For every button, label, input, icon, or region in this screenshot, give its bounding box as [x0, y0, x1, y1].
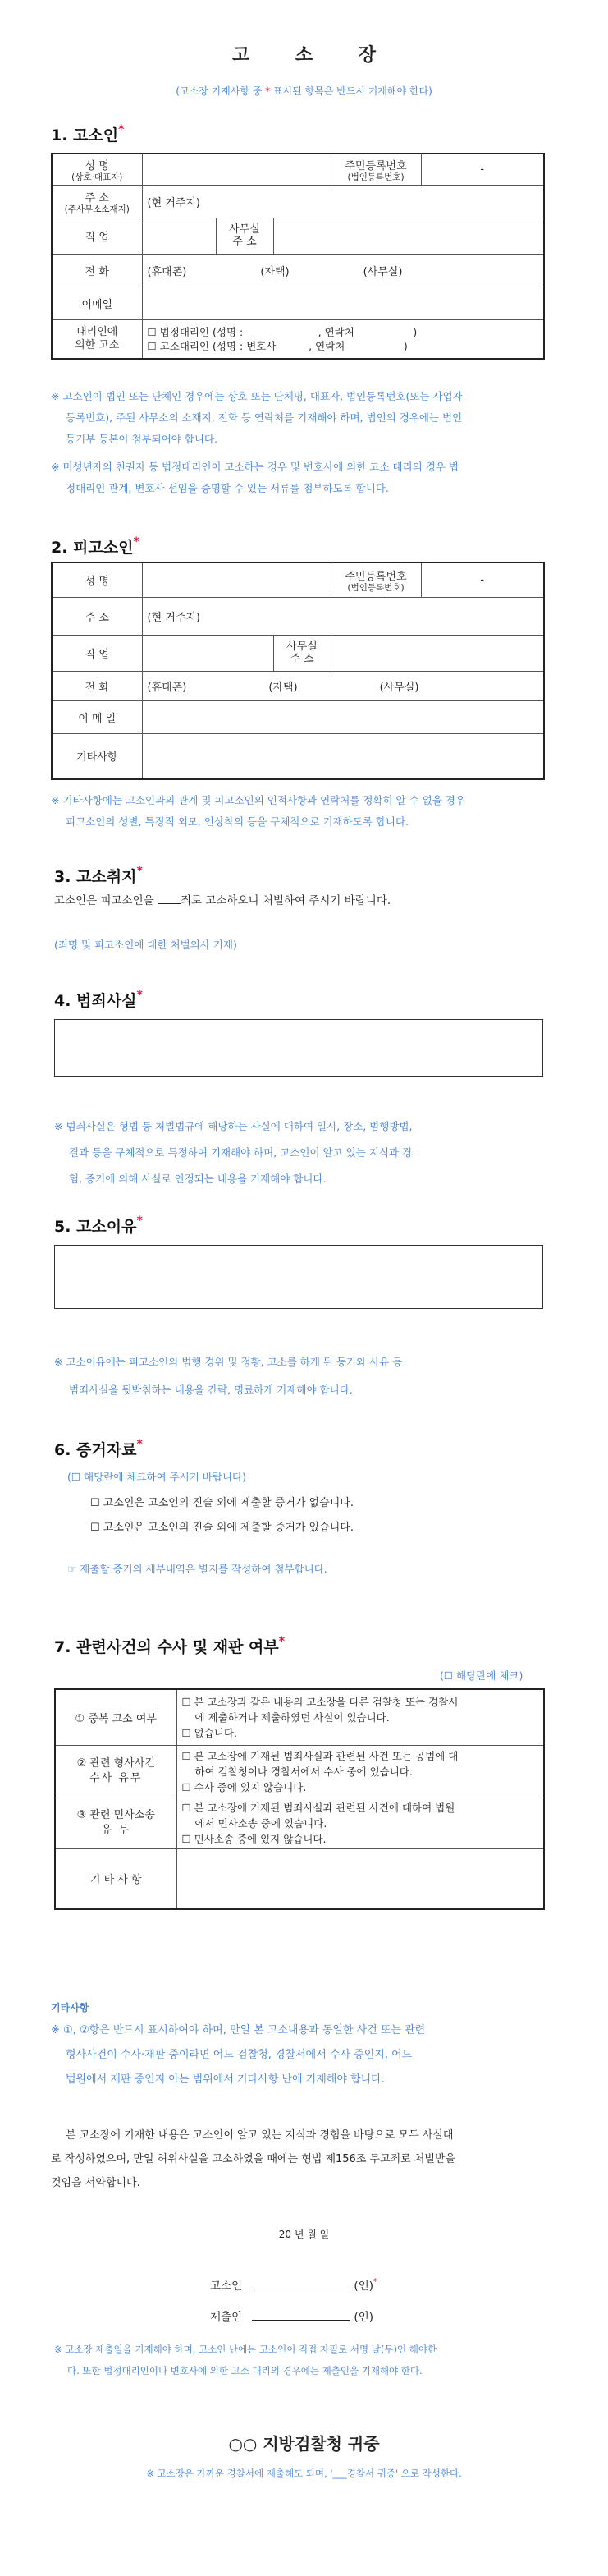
section-complainant-heading: 1. 고소인*: [51, 123, 125, 145]
no-evidence-checkbox[interactable]: ☐ 고소인은 고소인의 진술 외에 제출할 증거가 없습니다.: [90, 1497, 354, 1509]
purpose-text: 고소인은 피고소인을 죄로 고소하오니 처벌하여 주시기 바랍니다.: [54, 894, 391, 907]
accused-office-label: 사무실 주 소: [273, 635, 331, 671]
crime-name-blank[interactable]: [158, 903, 181, 904]
complainant-note-1: ※ 고소인이 법인 또는 단체인 경우에는 상호 또는 단체명, 대표자, 법인등록번호(또는 사업자 등록번호), 주된 사무소의 소재지, 전화 등 연락처를 기재해야 하며, 법인의 경우에는 법인 등기부 등본이 첨부되어야 합니다.: [51, 390, 463, 445]
attorney-agent-checkbox[interactable]: ☐ 고소대리인 (성명 : 변호사 , 연락처 ): [147, 339, 408, 352]
civil-yes-text: 에서 민사소송 중에 있습니다.: [194, 1816, 327, 1830]
duplicate-no-checkbox[interactable]: ☐ 없습니다.: [181, 1726, 237, 1739]
accused-office-field[interactable]: [331, 635, 544, 671]
footer-note: ※ 고소장은 가까운 경찰서에 제출해도 되며, '___경찰서 귀중' 으로 작성한다.: [146, 2468, 462, 2479]
accused-email-label: 이 메 일: [52, 700, 142, 733]
section-related-heading: 7. 관련사건의 수사 및 재판 여부*: [54, 1635, 286, 1656]
accused-etc-label: 기타사항: [52, 733, 142, 779]
accused-phone-label: 전 화: [52, 671, 142, 700]
section-reason-heading: 5. 고소이유*: [54, 1215, 143, 1236]
civil-no-checkbox[interactable]: ☐ 민사소송 중에 있지 않습니다.: [181, 1832, 327, 1845]
submit-date[interactable]: 20 년 월 일: [278, 2229, 330, 2240]
submitter-signature-line[interactable]: [252, 2320, 350, 2321]
evidence-hint: (☐ 해당란에 체크하여 주시기 바랍니다): [67, 1471, 246, 1483]
phone-label: 전 화: [52, 254, 142, 287]
section-accused-heading: 2. 피고소인*: [51, 535, 139, 557]
submitter-seal: (인): [354, 2311, 373, 2324]
accused-table: [51, 562, 545, 780]
complainant-note-2: ※ 미성년자의 친권자 등 법정대리인이 고소하는 경우 및 변호사에 의한 고소 대리의 경우 법 정대리인 관계, 변호사 선임을 증명할 수 있는 서류를 첨부하도록 합니다.: [51, 461, 459, 494]
accused-etc-field[interactable]: [142, 733, 544, 779]
etc-heading: 기타사항: [51, 2002, 89, 2014]
accused-address-field[interactable]: (현 거주지): [142, 597, 544, 635]
name-label: 성 명 (상호·대표자): [52, 154, 142, 185]
accused-address-label: 주 소: [52, 597, 142, 635]
prosecutor-office: ○○ 지방검찰청 귀중: [228, 2434, 380, 2454]
civil-case-options: [176, 1798, 544, 1848]
duplicate-complaint-label: ① 중복 고소 여부: [55, 1689, 176, 1745]
phone-field[interactable]: (휴대폰) (자택) (사무실): [142, 254, 544, 287]
criminal-no-checkbox[interactable]: ☐ 수사 중에 있지 않습니다.: [181, 1780, 307, 1793]
accused-name-label: 성 명: [52, 562, 142, 597]
agent-label: 대리인에 의한 고소: [52, 319, 142, 359]
accused-phone-field[interactable]: (휴대폰) (자택) (사무실): [142, 671, 544, 700]
criminal-case-options: [176, 1745, 544, 1798]
name-field[interactable]: [142, 154, 331, 185]
section-evidence-heading: 6. 증거자료*: [54, 1438, 143, 1459]
criminal-yes-checkbox[interactable]: ☐ 본 고소장에 기재된 범죄사실과 관련된 사건 또는 공범에 대: [181, 1749, 459, 1762]
related-etc-field[interactable]: [176, 1848, 544, 1909]
reason-textarea[interactable]: [54, 1245, 543, 1309]
complainant-table: [51, 153, 545, 360]
facts-note: ※ 범죄사실은 형법 등 처벌법규에 해당하는 사실에 대하여 일시, 장소, 범행방법, 결과 등을 구체적으로 특정하여 기재해야 하며, 고소인이 알고 있는 지식과 경 험, 증거에 의해 사실로 인정되는 내용을 기재해야 합니다.: [54, 1120, 413, 1185]
legal-agent-checkbox[interactable]: ☐ 법정대리인 (성명 : , 연락처 ): [147, 325, 418, 338]
accused-name-field[interactable]: [142, 562, 331, 597]
duplicate-yes-checkbox[interactable]: ☐ 본 고소장과 같은 내용의 고소장을 다른 검찰청 또는 경찰서: [181, 1695, 459, 1708]
email-field[interactable]: [142, 287, 544, 319]
reason-note: ※ 고소이유에는 피고소인의 범행 경위 및 정황, 고소를 하게 된 동기와 사유 등 범죄사실을 뒷받침하는 내용을 간략, 명료하게 기재해야 합니다.: [54, 1356, 403, 1396]
address-field[interactable]: (현 거주지): [142, 185, 544, 218]
rrn-label: 주민등록번호 (법인등록번호): [331, 154, 421, 185]
oath-text: 본 고소장에 기재한 내용은 고소인이 알고 있는 지식과 경험을 바탕으로 모두 사실대 로 작성하였으며, 만일 허위사실을 고소하였을 때에는 형법 제156조 무고죄로 처벌받을 것임을 서약합니다.: [51, 2129, 456, 2189]
duplicate-yes-text: 에 제출하거나 제출하였던 사실이 있습니다.: [194, 1710, 390, 1724]
address-label: 주 소 (주사무소소재지): [52, 185, 142, 218]
etc-note: ※ ①, ②항은 반드시 표시하여야 하며, 만일 본 고소내용과 동일한 사건 또는 관련 형사사건이 수사·재판 중이라면 어느 검찰청, 경찰서에서 수사 중인지, 어느 법원에서 재판 중인지 아는 범위에서 기타사항 난에 기재해야 합니다.: [51, 2024, 426, 2086]
related-hint: (☐ 해당란에 체크): [440, 1669, 523, 1682]
agent-options[interactable]: [142, 319, 544, 359]
purpose-note: (죄명 및 피고소인에 대한 처벌의사 기재): [54, 939, 237, 951]
duplicate-complaint-options: [176, 1689, 544, 1745]
evidence-note: ☞ 제출할 증거의 세부내역은 별지를 작성하여 첨부합니다.: [67, 1563, 327, 1575]
subtitle: (고소장 기재사항 중 * 표시된 항목은 반드시 기재해야 한다): [176, 85, 432, 97]
complainant-signature-row: 고소인 (인)*: [210, 2276, 378, 2293]
office-address-label: 사무실 주 소: [216, 218, 273, 254]
email-label: 이메일: [52, 287, 142, 319]
signature-note: ※ 고소장 제출일을 기재해야 하며, 고소인 난에는 고소인이 직접 자필로 서명 날(무)인 해야한 다. 또한 법정대리인이나 변호사에 의한 고소 대리의 경우에는 제출인을 기재해야 한다.: [54, 2344, 437, 2376]
related-etc-label: 기 타 사 항: [55, 1848, 176, 1909]
criminal-case-label: ② 관련 형사사건 수사 유무: [55, 1745, 176, 1798]
accused-email-field[interactable]: [142, 700, 544, 733]
criminal-yes-text: 하여 검찰청이나 경찰서에서 수사 중에 있습니다.: [194, 1765, 413, 1778]
related-table: [54, 1688, 545, 1910]
has-evidence-checkbox[interactable]: ☐ 고소인은 고소인의 진술 외에 제출할 증거가 있습니다.: [90, 1522, 354, 1534]
document-title: 고 소 장: [231, 45, 396, 66]
complainant-seal: (인): [354, 2280, 373, 2293]
office-address-field[interactable]: [273, 218, 544, 254]
evidence-options: [90, 1491, 354, 1541]
accused-job-label: 직 업: [52, 635, 142, 671]
accused-note: ※ 기타사항에는 고소인과의 관계 및 피고소인의 인적사항과 연락처를 정확히 알 수 없을 경우 피고소인의 성별, 특징적 외모, 인상착의 등을 구체적으로 기재하도록 합니다.: [51, 794, 465, 828]
civil-yes-checkbox[interactable]: ☐ 본 고소장에 기재된 범죄사실과 관련된 사건에 대하여 법원: [181, 1801, 455, 1814]
accused-rrn-field[interactable]: -: [421, 562, 544, 597]
accused-job-field[interactable]: [142, 635, 273, 671]
job-label: 직 업: [52, 218, 142, 254]
job-field[interactable]: [142, 218, 216, 254]
civil-case-label: ③ 관련 민사소송 유 무: [55, 1798, 176, 1848]
rrn-field[interactable]: -: [421, 154, 544, 185]
section-facts-heading: 4. 범죄사실*: [54, 989, 143, 1010]
accused-rrn-label: 주민등록번호 (법인등록번호): [331, 562, 421, 597]
facts-textarea[interactable]: [54, 1019, 543, 1077]
section-purpose-heading: 3. 고소취지*: [54, 865, 143, 886]
submitter-signature-row: 제출인 (인): [210, 2311, 373, 2324]
